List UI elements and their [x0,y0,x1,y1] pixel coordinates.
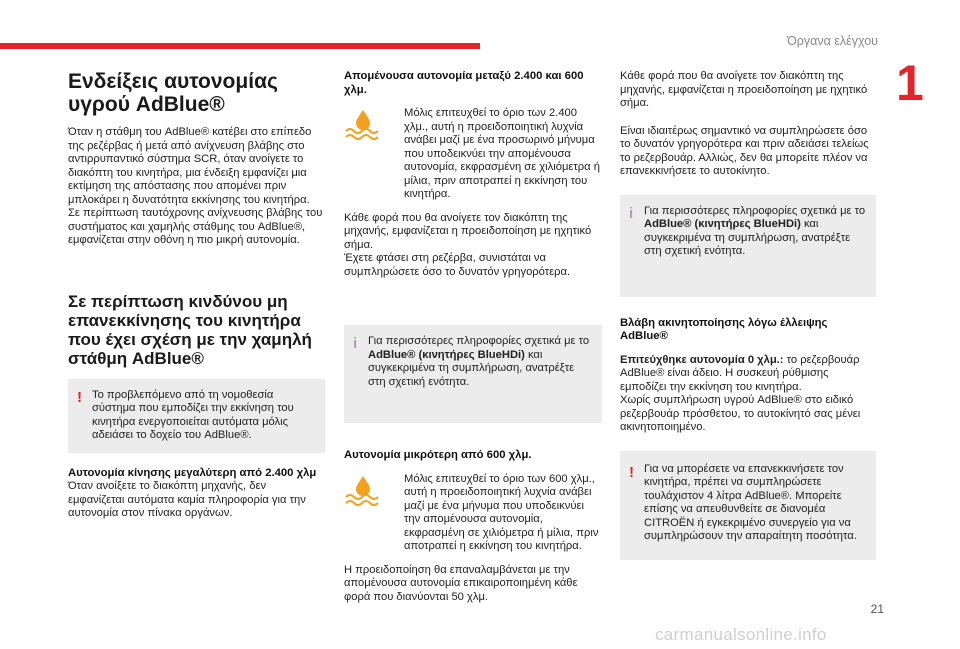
info-prefix: Για περισσότερες πληροφορίες σχετικά με το [368,335,590,347]
lamp-row-2 [344,473,602,554]
info-icon: i [629,204,634,222]
info-box [344,325,602,423]
paragraph-repeat: Η προειδοποίηση θα επαναλαμβάνεται με την απομένουσα αυτονομία επικαιροποιημένη κάθε φορά που διανύονται 50 χλμ. [344,563,578,603]
paragraph-every-time-3: Κάθε φορά που θα ανοίγετε τον διακόπτη της μηχανής, εμφανίζεται η προειδοποίηση με ηχητικό σήμα. [620,70,868,109]
adblue-warning-lamp-icon [344,109,382,141]
warning-icon: ! [629,463,634,481]
watermark: carmanualsonline.info [655,625,827,644]
info-icon: i [353,335,358,352]
chapter-number: 1 [896,55,924,111]
paragraph-reserve: Έχετε φτάσει στη ρεζέρβα, συνιστάται να συμπληρώσετε όσο το δυνατόν γρηγορότερα. [344,252,571,278]
section-label: Όργανα ελέγχου [787,34,878,48]
fault-heading: Βλάβη ακινητοποίησης λόγω έλλειψης AdBlue® [620,316,828,342]
adblue-warning-lamp-icon [344,475,382,507]
warning-icon: ! [77,388,82,406]
zero-range-label: Επιτεύχθηκε αυτονομία 0 χλμ.: [620,353,784,366]
column-3 [620,70,876,574]
page-number: 21 [870,602,884,616]
column-2 [344,70,602,614]
info-box-3 [620,195,876,297]
intro-paragraph-2: Σε περίπτωση ταυτόχρονης ανίχνευσης βλάβης του συστήματος και χαμηλής στάθμης του AdBlue®, εμφανίζεται στην οθόνη η πιο μικρή αυτονομία. [68,207,323,246]
lamp-text-2: Μόλις επιτευχθεί το όριο των 600 χλμ., αυτή η προειδοποιητική λυχνία ανάβει μαζί με ένα μήνυμα που υποδεικνύει την απομένουσα αυτονομία, εκφρασμένη σε χιλιόμετρα ή μίλια, πριν αποτραπεί η εκκίνηση του κινητήρα. [404,472,599,552]
info-suffix: και συγκεκριμένα τη συμπλήρωση, ανατρέξτε στη σχετική ενότητα. [644,218,851,257]
paragraph-every-time: Κάθε φορά που θα ανοίγετε τον διακόπτη της μηχανής, εμφανίζεται η προειδοποίηση με ηχητικό σήμα. [344,211,592,251]
info-prefix: Για περισσότερες πληροφορίες σχετικά με το [644,204,866,217]
column-1 [68,70,325,531]
heading-2400-600: Απομένουσα αυτονομία μεταξύ 2.400 και 600 χλμ. [344,70,584,96]
info-bold: AdBlue® (κινητήρες BlueHDi) [644,218,801,230]
info-bold: AdBlue® (κινητήρες BlueHDi) [368,348,525,361]
warning-box [68,379,325,453]
paragraph-important: Είναι ιδιαιτέρως σημαντικό να συμπληρώσετε όσο το δυνατόν γρηγορότερα και πριν αδειάσει τελείως το ρεζερβουάρ. Αλλιώς, δεν θα μπορείτε πλέον να επανεκκινήσετε το αυτοκίνητο. [620,124,869,177]
warning-text-3: Για να μπορέσετε να επανεκκινήσετε τον κινητήρα, πρέπει να συμπληρώσετε τουλάχιστον 4 λίτρα AdBlue®. Μπορείτε επίσης να απευθυνθείτε σε διανομέα CITROËN ή εγκεκριμένο συνεργείο για να συμπληρώσουν την απαραίτητη ποσότητα. [644,462,857,542]
lamp-text-1: Μόλις επιτευχθεί το όριο των 2.400 χλμ., αυτή η προειδοποιητική λυχνία ανάβει μαζί με ένα προσωρινό μήνυμα που υποδεικνύει την απομένουσα αυτονομία, εκφρασμένη σε χιλιόμετρα ή μίλια, πριν αποτραπεί η εκκίνηση του κινητήρα. [404,107,600,200]
heading-less-600: Αυτονομία μικρότερη από 600 χλμ. [344,449,532,461]
zero-range-paragraph [620,354,876,395]
info-suffix: και συγκεκριμένα τη συμπλήρωση, ανατρέξτε στη σχετική ενότητα. [368,348,575,388]
top-accent-bar [0,43,480,49]
intro-paragraph: Όταν η στάθμη του AdBlue® κατέβει στο επίπεδο της ρεζέρβας ή μετά από ανίχνευση βλάβης στο αντιρρυπαντικό σύστημα SCR, όταν ανοίγετε το διακόπτη του κινητήρα, μια ένδειξη εμφανίζει μια εκτίμηση της απόστασης που απομένει πριν μπλοκάρει η δυνατότητα εκκίνησης του κινητήρα. [68,126,312,206]
main-title: Ενδείξεις αυτονομίας υγρού AdBlue® [68,70,278,116]
range-text: Όταν ανοίξετε το διακόπτη μηχανής, δεν εμφανίζεται αυτόματα καμία πληροφορία για την αυτονομία στον πίνακα οργάνων. [68,480,306,519]
section-title: Σε περίπτωση κινδύνου μη επανεκκίνησης του κινητήρα που έχει σχέση με την χαμηλή στάθμη AdBlue® [68,291,312,368]
zero-range-text: το ρεζερβουάρ AdBlue® είναι άδειο. Η συσκευή ρύθμισης εμποδίζει την εκκίνηση του κινητήρα. [620,353,860,393]
paragraph-immobilised: Χωρίς συμπλήρωση υγρού AdBlue® στο ειδικό ρεζερβουάρ πρόσθετου, το αυτοκίνητό σας μένει ακινητοποιημένο. [620,394,861,433]
warning-box-3 [620,451,876,560]
lamp-row-1 [344,107,602,202]
range-heading: Αυτονομία κίνησης μεγαλύτερη από 2.400 χλμ [68,466,317,479]
warning-text: Το προβλεπόμενο από τη νομοθεσία σύστημα που εμποδίζει την εκκίνηση του κινητήρα ενεργοποιείται αυτόματα μόλις αδειάσει το δοχείο του AdBlue®. [92,388,294,441]
